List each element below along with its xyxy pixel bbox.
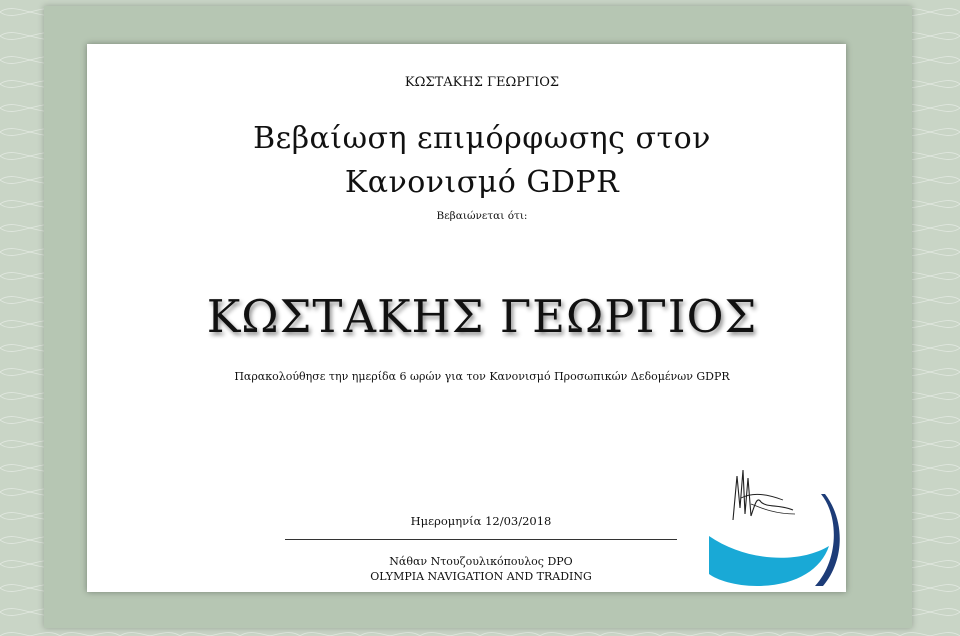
- signature-rule: [285, 539, 677, 540]
- attests-label: Βεβαιώνεται ότι:: [436, 210, 528, 222]
- certificate-paper: [87, 44, 846, 592]
- certificate-title-line1: Βεβαίωση επιμόρφωσης στον: [253, 121, 711, 156]
- recipient-name: ΚΩΣΤΑΚΗΣ ΓΕΩΡΓΙΟΣ: [206, 290, 758, 343]
- wave-logo-icon: [707, 490, 847, 590]
- certificate-date: Ημερομηνία 12/03/2018: [410, 514, 552, 528]
- company-name: OLYMPIA NAVIGATION AND TRADING: [370, 570, 592, 583]
- header-name: ΚΩΣΤΑΚΗΣ ΓΕΩΡΓΙΟΣ: [404, 75, 560, 90]
- certificate-title: [87, 117, 877, 205]
- signer-name: Νάθαν Ντουζουλικόπουλος DPO: [389, 555, 573, 568]
- certificate-description: Παρακολούθησε την ημερίδα 6 ωρών για τον Κανονισμό Προσωπικών Δεδομένων GDPR: [234, 370, 730, 383]
- certificate-title-line2: Κανονισμό GDPR: [344, 165, 620, 200]
